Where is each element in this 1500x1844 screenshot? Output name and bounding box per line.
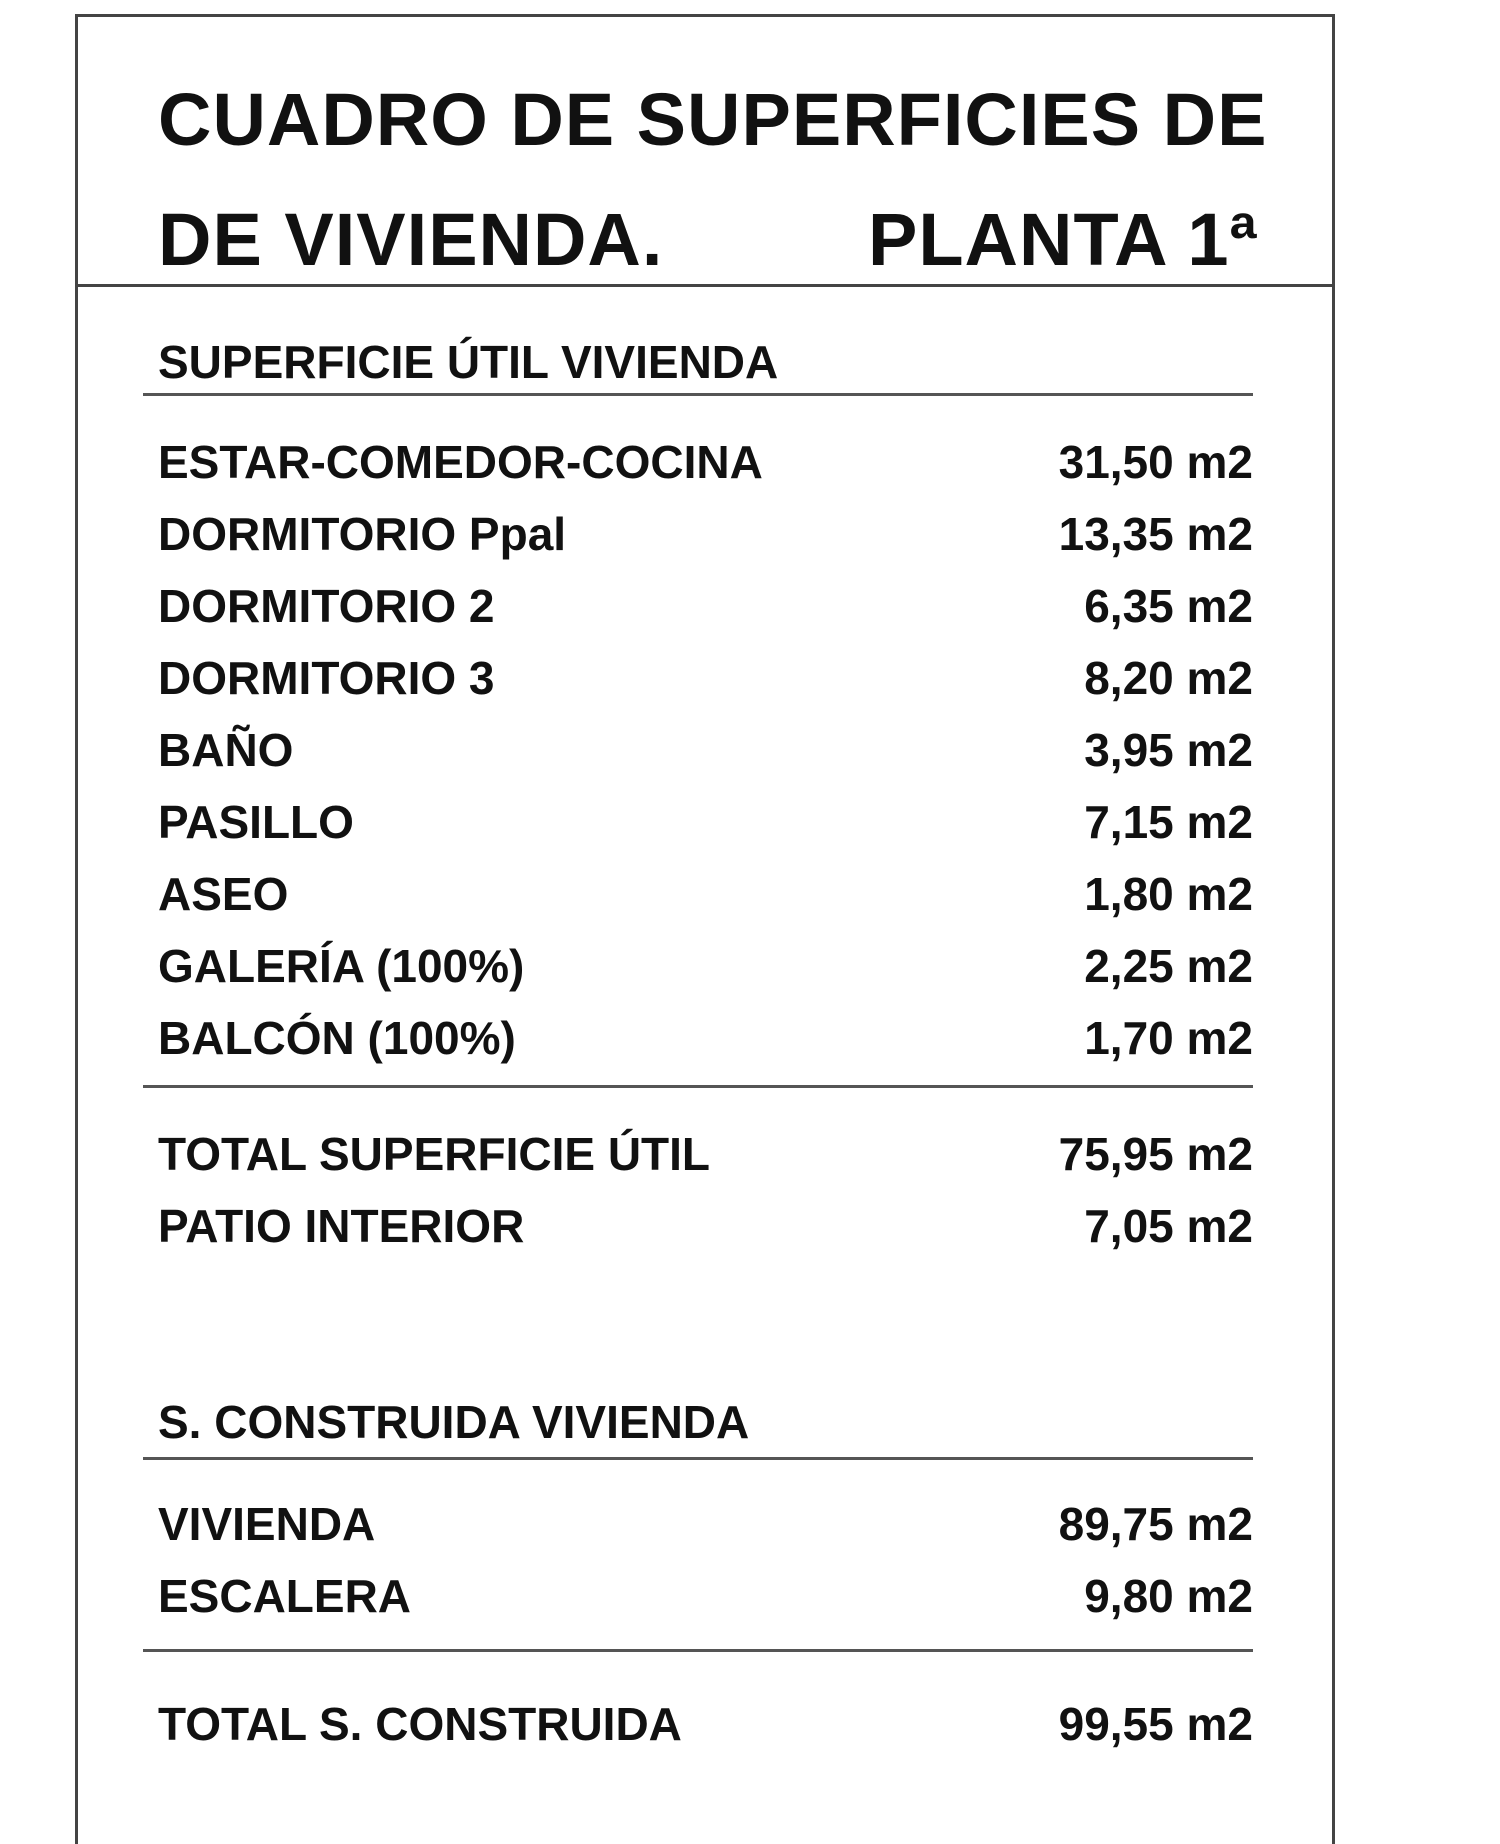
row-label: ESCALERA bbox=[158, 1570, 412, 1622]
table-row bbox=[158, 507, 1253, 567]
table-row bbox=[158, 723, 1253, 783]
row-value: 3,95 m2 bbox=[1084, 724, 1253, 776]
row-label: GALERÍA (100%) bbox=[158, 940, 525, 992]
table-row bbox=[158, 1011, 1253, 1071]
row-label: DORMITORIO Ppal bbox=[158, 508, 567, 560]
row-value: 89,75 m2 bbox=[1058, 1498, 1253, 1550]
row-value: 9,80 m2 bbox=[1084, 1570, 1253, 1622]
table-row bbox=[158, 579, 1253, 639]
total-construida-value: 99,55 m2 bbox=[1058, 1698, 1253, 1750]
util-section-heading: SUPERFICIE ÚTIL VIVIENDA bbox=[158, 336, 779, 388]
table-row bbox=[158, 1497, 1253, 1557]
title-box bbox=[78, 17, 1332, 287]
title-line-2: DE VIVIENDA. bbox=[158, 198, 664, 281]
table-row bbox=[158, 939, 1253, 999]
total-util-row bbox=[158, 1127, 1253, 1187]
table-row bbox=[158, 1569, 1253, 1629]
table-row bbox=[158, 651, 1253, 711]
row-value: 2,25 m2 bbox=[1084, 940, 1253, 992]
total-construida-row bbox=[158, 1697, 1253, 1757]
total-construida-label: TOTAL S. CONSTRUIDA bbox=[158, 1698, 682, 1750]
divider bbox=[143, 1457, 1253, 1460]
table-row bbox=[158, 867, 1253, 927]
title-line-1: CUADRO DE SUPERFICIES DE bbox=[158, 78, 1268, 161]
row-value: 1,80 m2 bbox=[1084, 868, 1253, 920]
divider bbox=[143, 1649, 1253, 1652]
row-label: ASEO bbox=[158, 868, 289, 920]
table-row bbox=[158, 795, 1253, 855]
row-label: ESTAR-COMEDOR-COCINA bbox=[158, 436, 763, 488]
row-value: 7,15 m2 bbox=[1084, 796, 1253, 848]
row-label: PASILLO bbox=[158, 796, 354, 848]
floor-label: PLANTA 1ª bbox=[868, 198, 1258, 281]
row-value: 13,35 m2 bbox=[1058, 508, 1253, 560]
total-util-label: TOTAL SUPERFICIE ÚTIL bbox=[158, 1128, 711, 1180]
row-label: DORMITORIO 2 bbox=[158, 580, 495, 632]
row-value: 8,20 m2 bbox=[1084, 652, 1253, 704]
row-value: 6,35 m2 bbox=[1084, 580, 1253, 632]
table-row bbox=[158, 435, 1253, 495]
patio-value: 7,05 m2 bbox=[1084, 1200, 1253, 1252]
divider bbox=[143, 393, 1253, 396]
row-label: VIVIENDA bbox=[158, 1498, 376, 1550]
row-label: DORMITORIO 3 bbox=[158, 652, 495, 704]
row-label: BALCÓN (100%) bbox=[158, 1012, 516, 1064]
patio-row bbox=[158, 1199, 1253, 1259]
divider bbox=[143, 1085, 1253, 1088]
row-label: BAÑO bbox=[158, 724, 294, 776]
surface-table-sheet bbox=[75, 14, 1335, 1844]
row-value: 31,50 m2 bbox=[1058, 436, 1253, 488]
patio-label: PATIO INTERIOR bbox=[158, 1200, 525, 1252]
row-value: 1,70 m2 bbox=[1084, 1012, 1253, 1064]
total-util-value: 75,95 m2 bbox=[1058, 1128, 1253, 1180]
construida-section-heading: S. CONSTRUIDA VIVIENDA bbox=[158, 1396, 750, 1448]
